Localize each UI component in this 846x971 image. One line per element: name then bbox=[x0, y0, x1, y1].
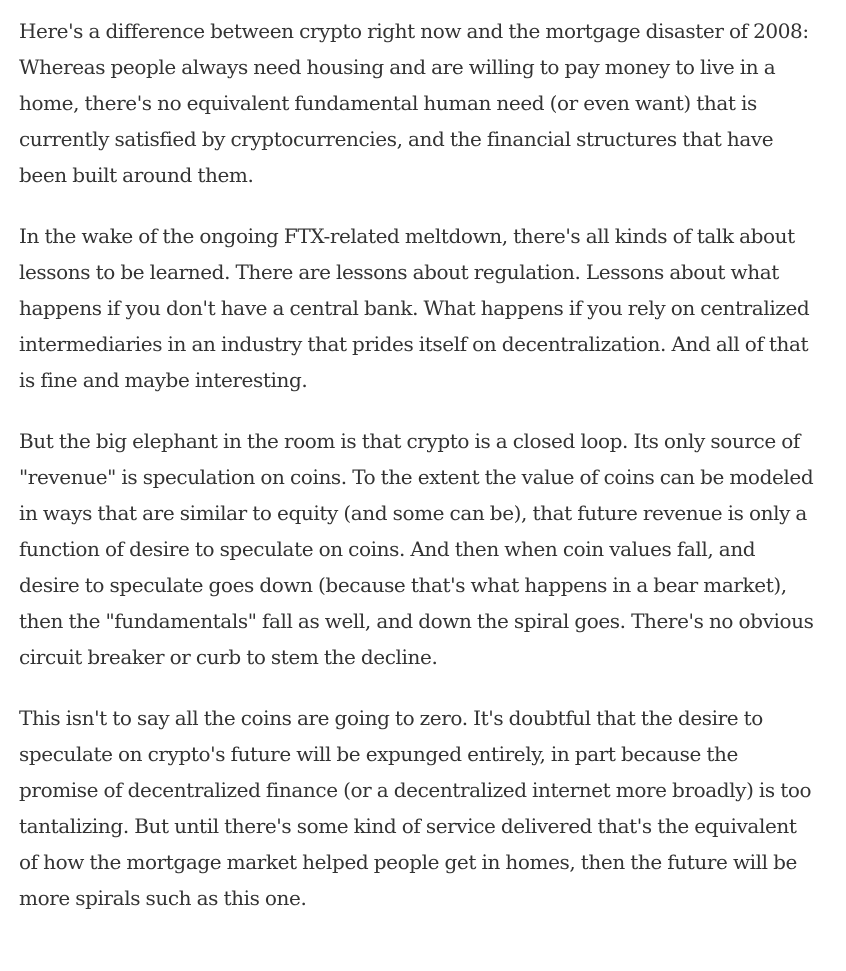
paragraph-housing-vs-crypto: Here's a difference between crypto right now and the mortgage disaster of 2008: Whereas people always need housing and are willing to pay money to live in a home, there's no equivalent fundamental human need (or even want) that is currently satisfied by cryptocurrencies, and the financial structures that have been built around them. bbox=[19, 19, 809, 187]
paragraph-ftx-lessons: In the wake of the ongoing FTX-related meltdown, there's all kinds of talk about lessons to be learned. There are lessons about regulation. Lessons about what happens if you don't have a central bank. What happens if you rely on centralized intermediaries in an industry that prides itself on decentralization. And all of that is fine and maybe interesting. bbox=[19, 224, 810, 392]
article-body bbox=[19, 13, 819, 916]
paragraph-closed-loop: But the big elephant in the room is that crypto is a closed loop. Its only source of "revenue" is speculation on coins. To the extent the value of coins can be modeled in ways that are similar to equity (and some can be), that future revenue is only a function of desire to speculate on coins. And then when coin values fall, and desire to speculate goes down (because that's what happens in a bear market), then the "fundamentals" fall as well, and down the spiral goes. There's no obvious circuit breaker or curb to stem the decline. bbox=[19, 429, 814, 669]
paragraph-future-spirals: This isn't to say all the coins are going to zero. It's doubtful that the desire to speculate on crypto's future will be expunged entirely, in part because the promise of decentralized finance (or a decentralized internet more broadly) is too tantalizing. But until there's some kind of service delivered that's the equivalent of how the mortgage market helped people get in homes, then the future will be more spirals such as this one. bbox=[19, 706, 812, 910]
